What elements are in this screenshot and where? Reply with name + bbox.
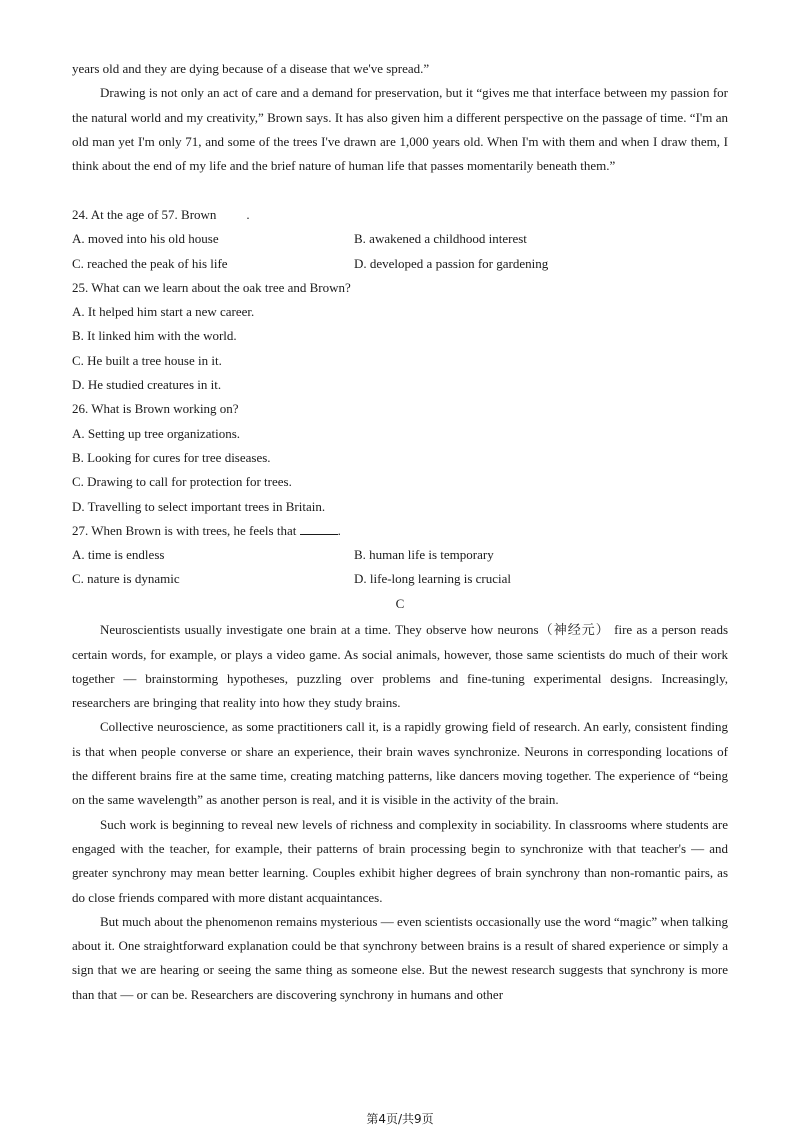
option-b: B. It linked him with the world. (72, 328, 237, 344)
question-24-stem: 24. At the age of 57. Brown (72, 207, 217, 222)
option-a: A. It helped him start a new career. (72, 304, 255, 320)
option-d: D. developed a passion for gardening (354, 255, 549, 271)
page-number: 第4页/共9页 (366, 1112, 434, 1126)
passage-b-paragraph: Drawing is not only an act of care and a demand for preservation, but it “gives me that interface between my passion for the natural world and my creativity,” Brown says. It has also given him a different perspective on the passage of time. “I'm an old man yet I'm only 71, and some of the trees I've drawn are 1,000 years old. When I'm with them and when I draw them, I think about the end of my life and the brief nature of human life that passes momentarily beneath them.” (72, 85, 728, 174)
option-a: A. Setting up tree organizations. (72, 425, 241, 441)
option-d: D. He studied creatures in it. (72, 377, 222, 393)
option-b: B. awakened a childhood interest (354, 231, 527, 247)
passage-c-paragraph-3: Such work is beginning to reveal new levels of richness and complexity in sociability. In classrooms where students are engaged with the teacher, for example, their patterns of brain processing begin to synchronize with that teacher's — and greater synchrony may mean better learning. Couples exhibit higher degrees of brain synchrony than non-romantic pairs, as do close friends compared with more distant acquaintances. (72, 816, 728, 905)
question-24 (72, 203, 728, 227)
option-c: C. reached the peak of his life (72, 255, 228, 271)
option-a: A. moved into his old house (72, 231, 219, 247)
question-list (72, 203, 728, 592)
passage-b-ending (72, 57, 728, 178)
passage-c-paragraph-4: But much about the phenomenon remains mysterious — even scientists occasionally use the word “magic” when talking about it. One straightforward explanation could be that synchrony between brains is a result of shared experience or simply a sign that we are hearing or seeing the same thing as someone else. But the newest research suggests that synchrony is more than that — or can be. Researchers are discovering synchrony in humans and other (72, 913, 728, 1002)
question-25-stem: 25. What can we learn about the oak tree and Brown? (72, 279, 351, 295)
question-24-options-row2 (72, 252, 728, 276)
option-b: B. human life is temporary (354, 547, 494, 563)
option-c: C. nature is dynamic (72, 571, 180, 587)
section-heading: C (395, 596, 405, 611)
option-d: D. Travelling to select important trees in Britain. (72, 498, 326, 514)
option-c: C. Drawing to call for protection for trees. (72, 474, 292, 490)
question-27-stem-end: . (337, 522, 341, 538)
answer-blank (300, 524, 338, 535)
passage-c (72, 592, 728, 1007)
question-24-stem-end: . (246, 207, 250, 222)
passage-c-paragraph-2: Collective neuroscience, as some practitioners call it, is a rapidly growing field of research. An early, consistent finding is that when people converse or share an experience, their brain waves synchronize. Neurons in corresponding locations of the different brains fire at the same time, creating matching patterns, like dancers moving together. The experience of “being on the same wavelength” as another person is real, and it is visible in the activity of the brain. (72, 719, 728, 808)
question-26-stem: 26. What is Brown working on? (72, 401, 239, 417)
option-a: A. time is endless (72, 547, 165, 563)
option-b: B. Looking for cures for tree diseases. (72, 449, 271, 465)
option-d: D. life-long learning is crucial (354, 571, 512, 587)
passage-c-paragraph-1: Neuroscientists usually investigate one brain at a time. They observe how neurons（神经元） fire as a person reads certain words, for example, or plays a video game. As social animals, however, those same scientists do much of their work together — brainstorming hypotheses, puzzling over problems and fine-tuning experimental designs. Increasingly, researchers are bringing that reality into how they study brains. (72, 622, 728, 711)
passage-b-last-line: years old and they are dying because of a disease that we've spread.” (72, 61, 430, 76)
question-27-stem: 27. When Brown is with trees, he feels that (72, 522, 297, 538)
question-27-options-row1 (72, 543, 728, 567)
question-24-options-row1 (72, 227, 728, 251)
question-27-options-row2 (72, 567, 728, 591)
question-27 (72, 519, 728, 543)
option-c: C. He built a tree house in it. (72, 352, 222, 368)
